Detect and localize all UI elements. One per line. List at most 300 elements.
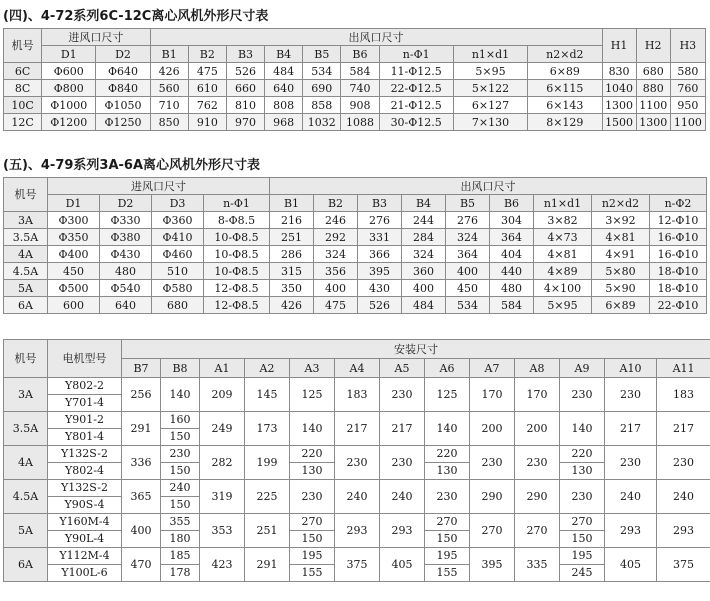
table-cell: 450	[446, 280, 490, 297]
table-cell: 600	[48, 297, 100, 314]
table-cell: Φ500	[48, 280, 100, 297]
motor-model-cell: Y90S-4	[48, 497, 122, 514]
table-cell: 217	[605, 412, 657, 446]
table-cell: 5×95	[453, 63, 527, 80]
row-model-cell: 6C	[4, 63, 42, 80]
table-cell: 130	[425, 463, 470, 480]
table-row	[4, 548, 710, 565]
table-cell: 244	[402, 212, 446, 229]
table-cell: 230	[161, 446, 200, 463]
table-cell: 125	[290, 378, 335, 412]
table-row	[4, 297, 707, 314]
table-cell: 251	[270, 229, 314, 246]
table-cell: 534	[446, 297, 490, 314]
table-cell: 324	[314, 246, 358, 263]
table-cell: 395	[470, 548, 515, 582]
header-col: n2×d2	[592, 195, 650, 212]
table-row	[4, 97, 706, 114]
table-cell: 8×129	[528, 114, 602, 131]
table-cell: Φ350	[48, 229, 100, 246]
table-cell: 353	[200, 514, 245, 548]
row-model-cell: 5A	[4, 280, 48, 297]
table-cell: 375	[657, 548, 710, 582]
table-cell: 240	[605, 480, 657, 514]
table-cell: 195	[560, 548, 605, 565]
table-cell: 4×81	[534, 246, 592, 263]
header-col: D2	[96, 46, 150, 63]
table-cell: 150	[161, 463, 200, 480]
table-cell: 230	[560, 378, 605, 412]
table-cell: 230	[380, 378, 425, 412]
table-cell: Φ1200	[42, 114, 96, 131]
table-row	[4, 378, 710, 395]
table-cell: 10-Φ8.5	[204, 229, 270, 246]
row-model-cell: 5A	[4, 514, 48, 548]
table-cell: 12-Φ8.5	[204, 297, 270, 314]
table-cell: 16-Φ10	[650, 246, 707, 263]
table-cell: 30-Φ12.5	[379, 114, 453, 131]
row-model-cell: 3A	[4, 378, 48, 412]
table-cell: 850	[150, 114, 188, 131]
table-cell: Φ800	[42, 80, 96, 97]
table-cell: 230	[470, 446, 515, 480]
table-cell: 140	[560, 412, 605, 446]
table-cell: 270	[425, 514, 470, 531]
table-cell: 375	[335, 548, 380, 582]
table2-title: (五)、4-79系列3A-6A离心风机外形尺寸表	[3, 158, 261, 173]
table-row	[4, 63, 706, 80]
row-model-cell: 4.5A	[4, 263, 48, 280]
table-cell: 331	[358, 229, 402, 246]
table-cell: 400	[402, 280, 446, 297]
table-cell: 690	[303, 80, 341, 97]
table-cell: 580	[670, 63, 705, 80]
motor-model-cell: Y802-2	[48, 378, 122, 395]
table-cell: 200	[470, 412, 515, 446]
table-cell: 291	[122, 412, 161, 446]
table-cell: 968	[265, 114, 303, 131]
header-col: D1	[48, 195, 100, 212]
table-cell: 230	[560, 480, 605, 514]
table-cell: 230	[605, 378, 657, 412]
table-cell: 183	[335, 378, 380, 412]
table-cell: 200	[515, 412, 560, 446]
table-cell: 5×122	[453, 80, 527, 97]
table-row	[4, 446, 710, 463]
row-model-cell: 3A	[4, 212, 48, 229]
table-cell: 12-Φ10	[650, 212, 707, 229]
table-cell: 526	[358, 297, 402, 314]
table-cell: 950	[670, 97, 705, 114]
header-col: D2	[100, 195, 152, 212]
table-cell: 155	[290, 565, 335, 582]
table-cell: 284	[402, 229, 446, 246]
table-cell: 225	[245, 480, 290, 514]
table-cell: 475	[314, 297, 358, 314]
table-cell: 365	[122, 480, 161, 514]
header-col: H3	[670, 29, 705, 63]
table-installation-dimensions	[3, 339, 710, 582]
header-col: B5	[446, 195, 490, 212]
table-cell: 209	[200, 378, 245, 412]
table-cell: 10-Φ8.5	[204, 246, 270, 263]
table-cell: 7×130	[453, 114, 527, 131]
table-cell: 180	[161, 531, 200, 548]
table-row	[4, 246, 707, 263]
header-col: B6	[341, 46, 379, 63]
header-col: A3	[290, 359, 335, 378]
table-cell: 5×95	[534, 297, 592, 314]
table-cell: 276	[446, 212, 490, 229]
table-cell: 145	[245, 378, 290, 412]
table-cell: 335	[515, 548, 560, 582]
table-cell: 336	[122, 446, 161, 480]
table-cell: 319	[200, 480, 245, 514]
table-cell: 1088	[341, 114, 379, 131]
header-col: H2	[636, 29, 670, 63]
table-cell: 426	[150, 63, 188, 80]
header-col: B3	[226, 46, 264, 63]
table-cell: 910	[188, 114, 226, 131]
table-row	[4, 514, 710, 531]
motor-model-cell: Y132S-2	[48, 446, 122, 463]
table-cell: 360	[402, 263, 446, 280]
row-model-cell: 3.5A	[4, 229, 48, 246]
table-cell: 245	[560, 565, 605, 582]
table-cell: 217	[657, 412, 710, 446]
table-cell: Φ580	[152, 280, 204, 297]
table-cell: 230	[605, 446, 657, 480]
table-cell: 364	[490, 229, 534, 246]
table-cell: 526	[226, 63, 264, 80]
table-cell: 183	[657, 378, 710, 412]
header-col: A4	[335, 359, 380, 378]
header-col: n1×d1	[534, 195, 592, 212]
table-cell: 21-Φ12.5	[379, 97, 453, 114]
table-cell: 760	[670, 80, 705, 97]
header-col: A11	[657, 359, 710, 378]
header-model: 机号	[4, 29, 42, 63]
table-cell: 366	[358, 246, 402, 263]
table-cell: 293	[657, 514, 710, 548]
header-col: B8	[161, 359, 200, 378]
table2-body	[4, 212, 707, 314]
table-cell: 480	[490, 280, 534, 297]
table-cell: 6×143	[528, 97, 602, 114]
header-col: A9	[560, 359, 605, 378]
table-cell: 240	[161, 480, 200, 497]
table-cell: 291	[245, 548, 290, 582]
table-cell: 400	[314, 280, 358, 297]
table-cell: 160	[161, 412, 200, 429]
table-cell: 450	[48, 263, 100, 280]
table-cell: 150	[161, 429, 200, 446]
table-cell: 150	[161, 497, 200, 514]
motor-model-cell: Y90L-4	[48, 531, 122, 548]
table-cell: 740	[341, 80, 379, 97]
table-cell: 18-Φ10	[650, 263, 707, 280]
table-cell: Φ1050	[96, 97, 150, 114]
table-cell: 908	[341, 97, 379, 114]
table-cell: Φ1250	[96, 114, 150, 131]
table-cell: 5×90	[592, 280, 650, 297]
table-cell: 140	[161, 378, 200, 412]
motor-model-cell: Y100L-6	[48, 565, 122, 582]
table-cell: 5×80	[592, 263, 650, 280]
table-cell: 150	[425, 531, 470, 548]
table-cell: 11-Φ12.5	[379, 63, 453, 80]
row-model-cell: 6A	[4, 297, 48, 314]
table-cell: 400	[446, 263, 490, 280]
table-cell: Φ380	[100, 229, 152, 246]
table-cell: 276	[358, 212, 402, 229]
table-cell: 150	[290, 531, 335, 548]
header-col: n-Φ1	[204, 195, 270, 212]
header-install-group: 安装尺寸	[122, 340, 710, 359]
header-outlet-group: 出风口尺寸	[270, 178, 707, 195]
table-cell: 324	[446, 229, 490, 246]
table-cell: 364	[446, 246, 490, 263]
table-cell: 395	[358, 263, 402, 280]
row-model-cell: 10C	[4, 97, 42, 114]
table-cell: 249	[200, 412, 245, 446]
table-cell: 270	[560, 514, 605, 531]
motor-model-cell: Y701-4	[48, 395, 122, 412]
table-cell: 350	[270, 280, 314, 297]
table-cell: 217	[380, 412, 425, 446]
table-cell: 440	[490, 263, 534, 280]
table-cell: 12-Φ8.5	[204, 280, 270, 297]
table-cell: 356	[314, 263, 358, 280]
table-cell: 216	[270, 212, 314, 229]
table1-title: (四)、4-72系列6C-12C离心风机外形尺寸表	[3, 9, 269, 24]
motor-model-cell: Y132S-2	[48, 480, 122, 497]
table-cell: Φ360	[152, 212, 204, 229]
table-cell: 4×89	[534, 263, 592, 280]
table-cell: 3×92	[592, 212, 650, 229]
table-cell: 4×100	[534, 280, 592, 297]
table-cell: 423	[200, 548, 245, 582]
table-cell: 640	[265, 80, 303, 97]
table-row	[4, 263, 707, 280]
table-cell: 290	[470, 480, 515, 514]
table-cell: 880	[636, 80, 670, 97]
header-col: n-Φ2	[650, 195, 707, 212]
header-col: B4	[265, 46, 303, 63]
table-cell: 240	[657, 480, 710, 514]
table-cell: 426	[270, 297, 314, 314]
table-cell: 315	[270, 263, 314, 280]
motor-model-cell: Y112M-4	[48, 548, 122, 565]
table-cell: 1100	[636, 97, 670, 114]
header-col: D3	[152, 195, 204, 212]
table-cell: 6×89	[528, 63, 602, 80]
table-cell: 130	[560, 463, 605, 480]
table-cell: 18-Φ10	[650, 280, 707, 297]
header-motor: 电机型号	[48, 340, 122, 378]
header-col: n1×d1	[453, 46, 527, 63]
table-cell: 4×91	[592, 246, 650, 263]
table-cell: 1040	[602, 80, 636, 97]
table-cell: 220	[425, 446, 470, 463]
table-cell: 230	[515, 446, 560, 480]
table-cell: 610	[188, 80, 226, 97]
table-cell: 125	[425, 378, 470, 412]
header-col: B5	[303, 46, 341, 63]
table-cell: 10-Φ8.5	[204, 263, 270, 280]
table-cell: 324	[402, 246, 446, 263]
table-cell: 240	[380, 480, 425, 514]
header-col: A8	[515, 359, 560, 378]
table-cell: 304	[490, 212, 534, 229]
table-cell: 405	[605, 548, 657, 582]
table-cell: 3×82	[534, 212, 592, 229]
table-cell: 680	[152, 297, 204, 314]
table-cell: 230	[380, 446, 425, 480]
table-cell: 16-Φ10	[650, 229, 707, 246]
table-4-72-dimensions	[3, 28, 706, 131]
table-cell: 170	[470, 378, 515, 412]
table-cell: 230	[335, 446, 380, 480]
table-cell: 246	[314, 212, 358, 229]
table-cell: 400	[122, 514, 161, 548]
motor-model-cell: Y802-4	[48, 463, 122, 480]
table-cell: 1100	[670, 114, 705, 131]
header-outlet-group: 出风口尺寸	[150, 29, 602, 46]
header-col: A6	[425, 359, 470, 378]
table-cell: 710	[150, 97, 188, 114]
table-cell: 270	[515, 514, 560, 548]
table-cell: 480	[100, 263, 152, 280]
header-col: B2	[314, 195, 358, 212]
table-cell: 170	[515, 378, 560, 412]
header-col: B7	[122, 359, 161, 378]
header-inlet-group: 进风口尺寸	[48, 178, 270, 195]
table-cell: 1500	[602, 114, 636, 131]
table-cell: 293	[335, 514, 380, 548]
table-cell: 1300	[602, 97, 636, 114]
table-cell: Φ430	[100, 246, 152, 263]
table-cell: 22-Φ10	[650, 297, 707, 314]
table-cell: 970	[226, 114, 264, 131]
header-col: B1	[150, 46, 188, 63]
table-cell: 293	[605, 514, 657, 548]
table-cell: Φ400	[48, 246, 100, 263]
header-model: 机号	[4, 178, 48, 212]
header-col: B2	[188, 46, 226, 63]
motor-model-cell: Y801-4	[48, 429, 122, 446]
table-cell: 251	[245, 514, 290, 548]
table-cell: Φ840	[96, 80, 150, 97]
table-row	[4, 480, 710, 497]
table-row	[4, 80, 706, 97]
table-row	[4, 229, 707, 246]
table-cell: 6×115	[528, 80, 602, 97]
table-cell: 6×127	[453, 97, 527, 114]
header-col: n-Φ1	[379, 46, 453, 63]
table-cell: 4×73	[534, 229, 592, 246]
table-cell: 270	[290, 514, 335, 531]
table-cell: 220	[560, 446, 605, 463]
table-cell: 1300	[636, 114, 670, 131]
header-col: B6	[490, 195, 534, 212]
header-col: n2×d2	[528, 46, 602, 63]
table-row	[4, 412, 710, 429]
table3-body	[4, 378, 710, 582]
table-cell: 584	[341, 63, 379, 80]
table-cell: 220	[290, 446, 335, 463]
table-cell: 680	[636, 63, 670, 80]
header-col: B3	[358, 195, 402, 212]
table-cell: 8-Φ8.5	[204, 212, 270, 229]
header-col: A2	[245, 359, 290, 378]
table-cell: 6×89	[592, 297, 650, 314]
table-cell: 150	[560, 531, 605, 548]
table-cell: Φ330	[100, 212, 152, 229]
table-cell: 270	[470, 514, 515, 548]
table-cell: 560	[150, 80, 188, 97]
table-4-79-dimensions	[3, 177, 707, 314]
table-cell: 830	[602, 63, 636, 80]
table-row	[4, 212, 707, 229]
table-cell: 155	[425, 565, 470, 582]
table-row	[4, 114, 706, 131]
table-cell: 282	[200, 446, 245, 480]
table-cell: 404	[490, 246, 534, 263]
header-col: A10	[605, 359, 657, 378]
header-col: A1	[200, 359, 245, 378]
table-cell: 173	[245, 412, 290, 446]
table-cell: 405	[380, 548, 425, 582]
table-cell: 240	[335, 480, 380, 514]
table-cell: 195	[425, 548, 470, 565]
motor-model-cell: Y901-2	[48, 412, 122, 429]
table-cell: 470	[122, 548, 161, 582]
row-model-cell: 12C	[4, 114, 42, 131]
header-col: A5	[380, 359, 425, 378]
table-cell: 290	[515, 480, 560, 514]
header-col: H1	[602, 29, 636, 63]
table-cell: 178	[161, 565, 200, 582]
table-cell: 140	[425, 412, 470, 446]
row-model-cell: 4.5A	[4, 480, 48, 514]
table-cell: 292	[314, 229, 358, 246]
table-cell: 640	[100, 297, 152, 314]
table-cell: 286	[270, 246, 314, 263]
table-cell: 1032	[303, 114, 341, 131]
table-cell: 256	[122, 378, 161, 412]
row-model-cell: 3.5A	[4, 412, 48, 446]
header-col: D1	[42, 46, 96, 63]
table-cell: 195	[290, 548, 335, 565]
table-cell: 808	[265, 97, 303, 114]
table-cell: 293	[380, 514, 425, 548]
table-cell: Φ1000	[42, 97, 96, 114]
header-col: A7	[470, 359, 515, 378]
table-cell: 199	[245, 446, 290, 480]
table-cell: 484	[265, 63, 303, 80]
table-cell: 810	[226, 97, 264, 114]
header-inlet-group: 进风口尺寸	[42, 29, 150, 46]
table-cell: Φ640	[96, 63, 150, 80]
motor-model-cell: Y160M-4	[48, 514, 122, 531]
table-cell: 660	[226, 80, 264, 97]
header-model: 机号	[4, 340, 48, 378]
table-cell: 217	[335, 412, 380, 446]
table-cell: 230	[425, 480, 470, 514]
table-cell: Φ600	[42, 63, 96, 80]
table1-body	[4, 63, 706, 131]
